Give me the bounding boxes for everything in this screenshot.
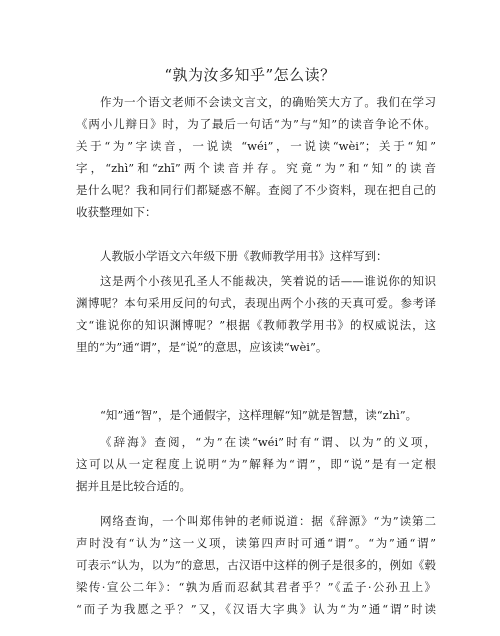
paragraph-line: 这可以从一定程度上说明“为”解释为“谓”，即“说”是有一定根 <box>76 457 436 471</box>
paragraph-line: 渊博呢？本句采用反问的句式，表现出两个小孩的天真可爱。参考译 <box>76 296 436 310</box>
paragraph-line: 声时没有“认为”这一义项，读第四声时可通“谓”。“为”通“谓” <box>76 536 436 550</box>
paragraph-line: 收获整理如下： <box>76 205 157 219</box>
paragraph-line: 这是两个小孩见孔圣人不能裁决，笑着说的话——谁说你的知识 <box>100 274 436 288</box>
paragraph-intro <box>76 91 436 223</box>
paragraph-line: 文“谁说你的知识渊博呢？”根据《教师教学用书》的权威说法，这 <box>76 318 436 332</box>
paragraph-line: 字，“zhì”和“zhī”两个读音并存。究竟“为”和“知”的读音 <box>76 161 436 175</box>
paragraph-line: 关于“为”字读音，一说读 “wéi”，一说读“wèi”；关于“知” <box>76 139 436 153</box>
paragraph-line: 网络查询，一个叫郑伟钟的老师说道：据《辞源》“为”读第二 <box>100 514 436 528</box>
document-title: “孰为汝多知乎”怎么读？ <box>164 66 336 84</box>
paragraph-line: 人教版小学语文六年级下册《教师教学用书》这样写到： <box>100 249 388 263</box>
paragraph-zhi <box>76 404 436 426</box>
paragraph-line: “知”通“智”，是个通假字，这样理解“知”就是智慧，读“zhì”。 <box>100 408 418 422</box>
paragraph-line: 梁传·宣公二年》：“孰为盾而忍弑其君者乎？”《孟子·公孙丑上》 <box>76 580 436 594</box>
paragraph-cihai <box>76 431 436 497</box>
paragraph-source <box>76 245 436 267</box>
paragraph-line: “而子为我愿之乎？”又，《汉语大字典》认为“为”通“谓”时读 <box>76 602 436 616</box>
paragraph-line: 可表示“认为，以为”的意思，古汉语中这样的例子是很多的，例如《毂 <box>76 558 436 572</box>
paragraph-quote <box>76 270 436 358</box>
paragraph-line: 是什么呢？我和同行们都疑惑不解。查阅了不少资料，现在把自己的 <box>76 183 436 197</box>
paragraph-line: 里的“为”通“谓”，是“说”的意思，应该读“wèi”。 <box>76 340 328 354</box>
paragraph-line: 《两小儿辩日》时，为了最后一句话“为”与“知”的读音争论不休。 <box>76 117 436 131</box>
paragraph-line: 《辞海》查阅，“为”在读“wéi”时有“谓、以为”的义项， <box>100 435 436 449</box>
paragraph-line: 作为一个语文老师不会读文言文，的确贻笑大方了。我们在学习 <box>100 95 436 109</box>
paragraph-online <box>76 510 436 620</box>
paragraph-line: 据并且是比较合适的。 <box>76 479 191 493</box>
